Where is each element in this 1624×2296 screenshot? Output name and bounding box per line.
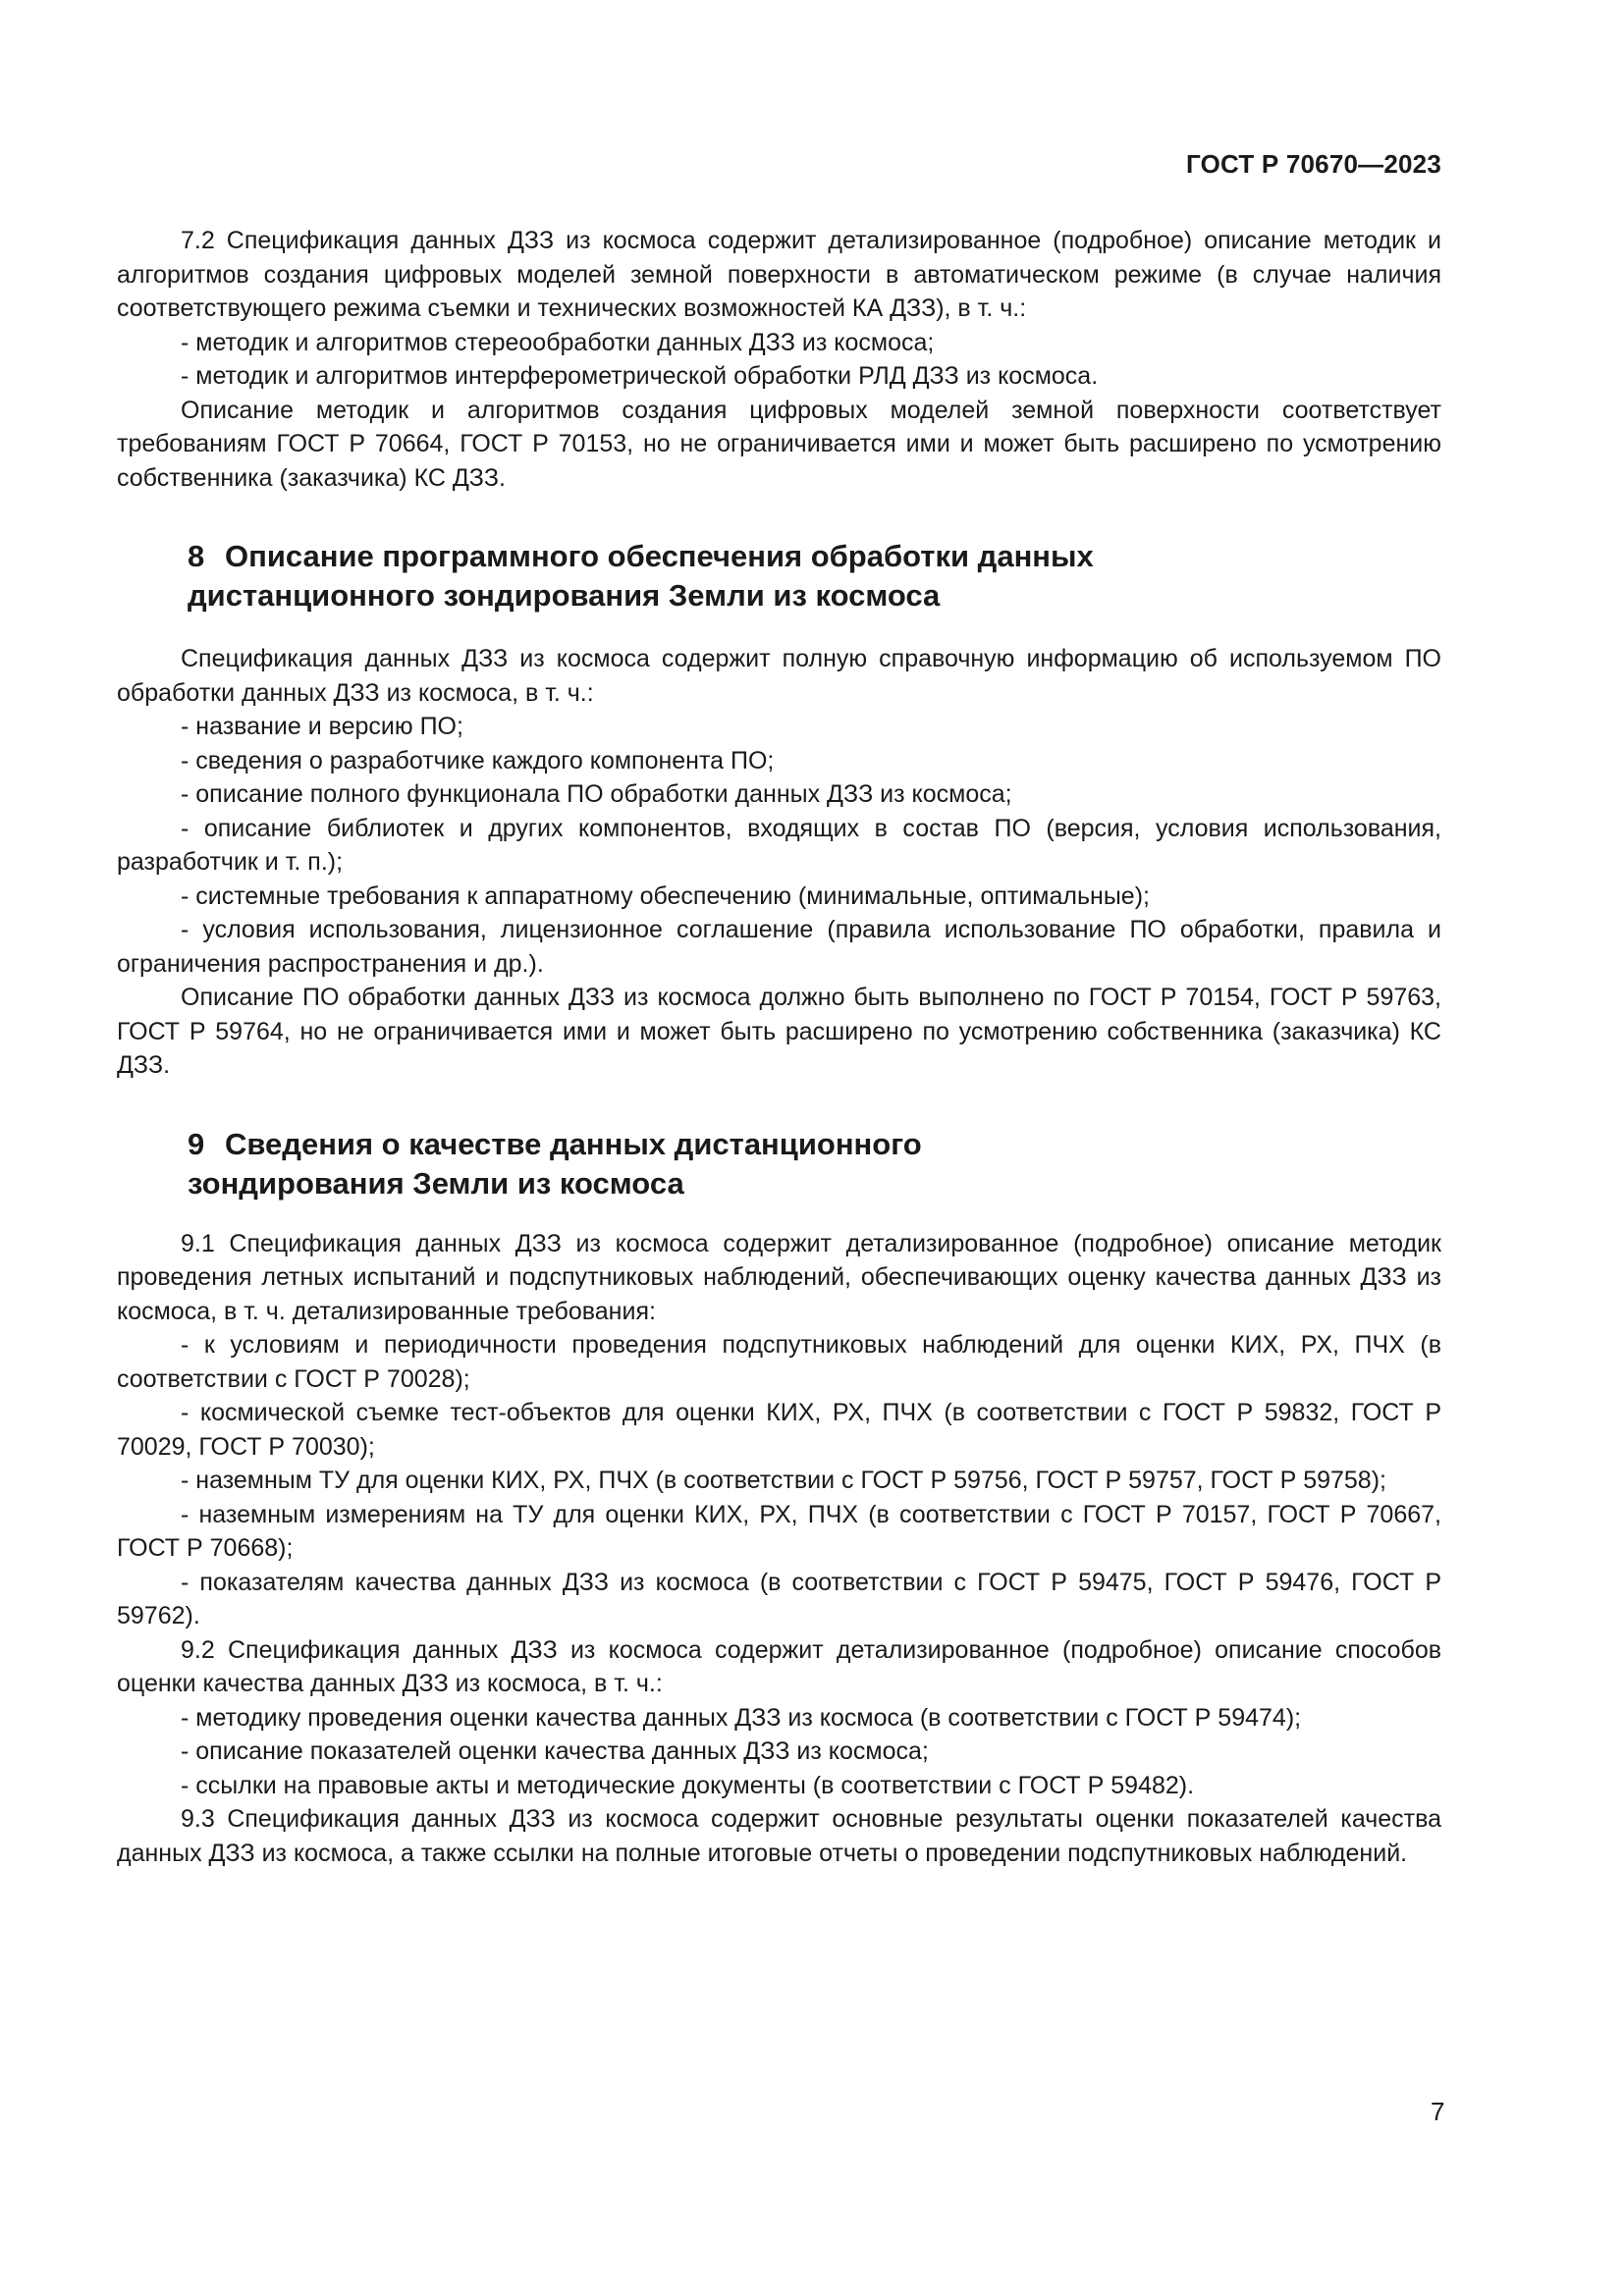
list-item: - описание полного функционала ПО обработки данных ДЗЗ из космоса; [181,780,1012,808]
section-9-title-line2: зондирования Земли из космоса [188,1165,684,1201]
list-item: - описание библиотек и других компонентов, входящих в состав ПО (версия, условия использования, разработчик и т. п.); [117,814,1441,876]
list-item: - к условиям и периодичности проведения подспутниковых наблюдений для оценки КИХ, РХ, ПЧХ (в соответствии с ГОСТ Р 70028); [117,1331,1441,1393]
list-item: - сведения о разработчике каждого компонента ПО; [181,746,775,774]
list-item: - описание показателей оценки качества данных ДЗЗ из космоса; [181,1737,929,1765]
list-item: - показателям качества данных ДЗЗ из космоса (в соответствии с ГОСТ Р 59475, ГОСТ Р 59476, ГОСТ Р 59762). [117,1568,1441,1629]
section-8-title-line2: дистанционного зондирования Земли из космоса [188,578,941,613]
paragraph-9-3: 9.3 Спецификация данных ДЗЗ из космоса содержит основные результаты оценки показателей качества данных ДЗЗ из космоса, а также ссылки на полные итоговые отчеты о проведении подспутниковых наблюдений. [117,1805,1441,1867]
section-9-number: 9 [188,1126,205,1161]
list-item: - наземным измерениям на ТУ для оценки КИХ, РХ, ПЧХ (в соответствии с ГОСТ Р 70157, ГОСТ Р 70667, ГОСТ Р 70668); [117,1500,1441,1562]
list-item: - наземным ТУ для оценки КИХ, РХ, ПЧХ (в соответствии с ГОСТ Р 59756, ГОСТ Р 59757, ГОСТ Р 59758); [181,1467,1386,1494]
list-item: - название и версию ПО; [181,713,463,740]
paragraph-9-1: 9.1 Спецификация данных ДЗЗ из космоса содержит детализированное (подробное) описание методик проведения летных испытаний и подспутниковых наблюдений, обеспечивающих оценку качества данных ДЗЗ из космоса, в т. ч. детализированные требования: [117,1229,1441,1325]
list-item: - ссылки на правовые акты и методические документы (в соответствии с ГОСТ Р 59482). [181,1771,1195,1799]
section-8-number: 8 [188,539,205,573]
document-header: ГОСТ Р 70670—2023 [1186,149,1441,179]
page-number: 7 [1431,2097,1445,2126]
list-item: - космической съемке тест-объектов для оценки КИХ, РХ, ПЧХ (в соответствии с ГОСТ Р 59832, ГОСТ Р 70029, ГОСТ Р 70030); [117,1399,1441,1461]
section-9-heading [117,1125,1441,1203]
paragraph-7-2-closing: Описание методик и алгоритмов создания цифровых моделей земной поверхности соответствует требованиям ГОСТ Р 70664, ГОСТ Р 70153, но не ограничивается ими и может быть расширено по усмотрению собственника (заказчика) КС ДЗЗ. [117,396,1441,492]
section-8-heading [117,537,1441,615]
paragraph-7-2: 7.2 Спецификация данных ДЗЗ из космоса содержит детализированное (подробное) описание методик и алгоритмов создания цифровых моделей земной поверхности в автоматическом режиме (в случае наличия соответствующего режима съемки и технических возможностей КА ДЗЗ), в т. ч.: [117,227,1441,322]
list-item: - методик и алгоритмов интерферометрической обработки РЛД ДЗЗ из космоса. [181,362,1099,390]
list-item: - условия использования, лицензионное соглашение (правила использование ПО обработки, правила и ограничения распространения и др.). [117,916,1441,978]
list-item: - методику проведения оценки качества данных ДЗЗ из космоса (в соответствии с ГОСТ Р 59474); [181,1703,1302,1732]
list-item: - методик и алгоритмов стереообработки данных ДЗЗ из космоса; [181,328,935,356]
section-9-title-line1: Сведения о качестве данных дистанционного [225,1126,922,1161]
section-8-intro: Спецификация данных ДЗЗ из космоса содержит полную справочную информацию об используемом ПО обработки данных ДЗЗ из космоса, в т. ч.: [117,645,1441,707]
list-item: - системные требования к аппаратному обеспечению (минимальные, оптимальные); [181,881,1150,910]
section-8-closing: Описание ПО обработки данных ДЗЗ из космоса должно быть выполнено по ГОСТ Р 70154, ГОСТ Р 59763, ГОСТ Р 59764, но не ограничивается ими и может быть расширено по усмотрению собственника (заказчика) КС ДЗЗ. [117,984,1441,1079]
page-content [117,224,1441,1870]
paragraph-9-2: 9.2 Спецификация данных ДЗЗ из космоса содержит детализированное (подробное) описание способов оценки качества данных ДЗЗ из космоса, в т. ч.: [117,1635,1441,1697]
section-8-title-line1: Описание программного обеспечения обработки данных [225,539,1094,573]
